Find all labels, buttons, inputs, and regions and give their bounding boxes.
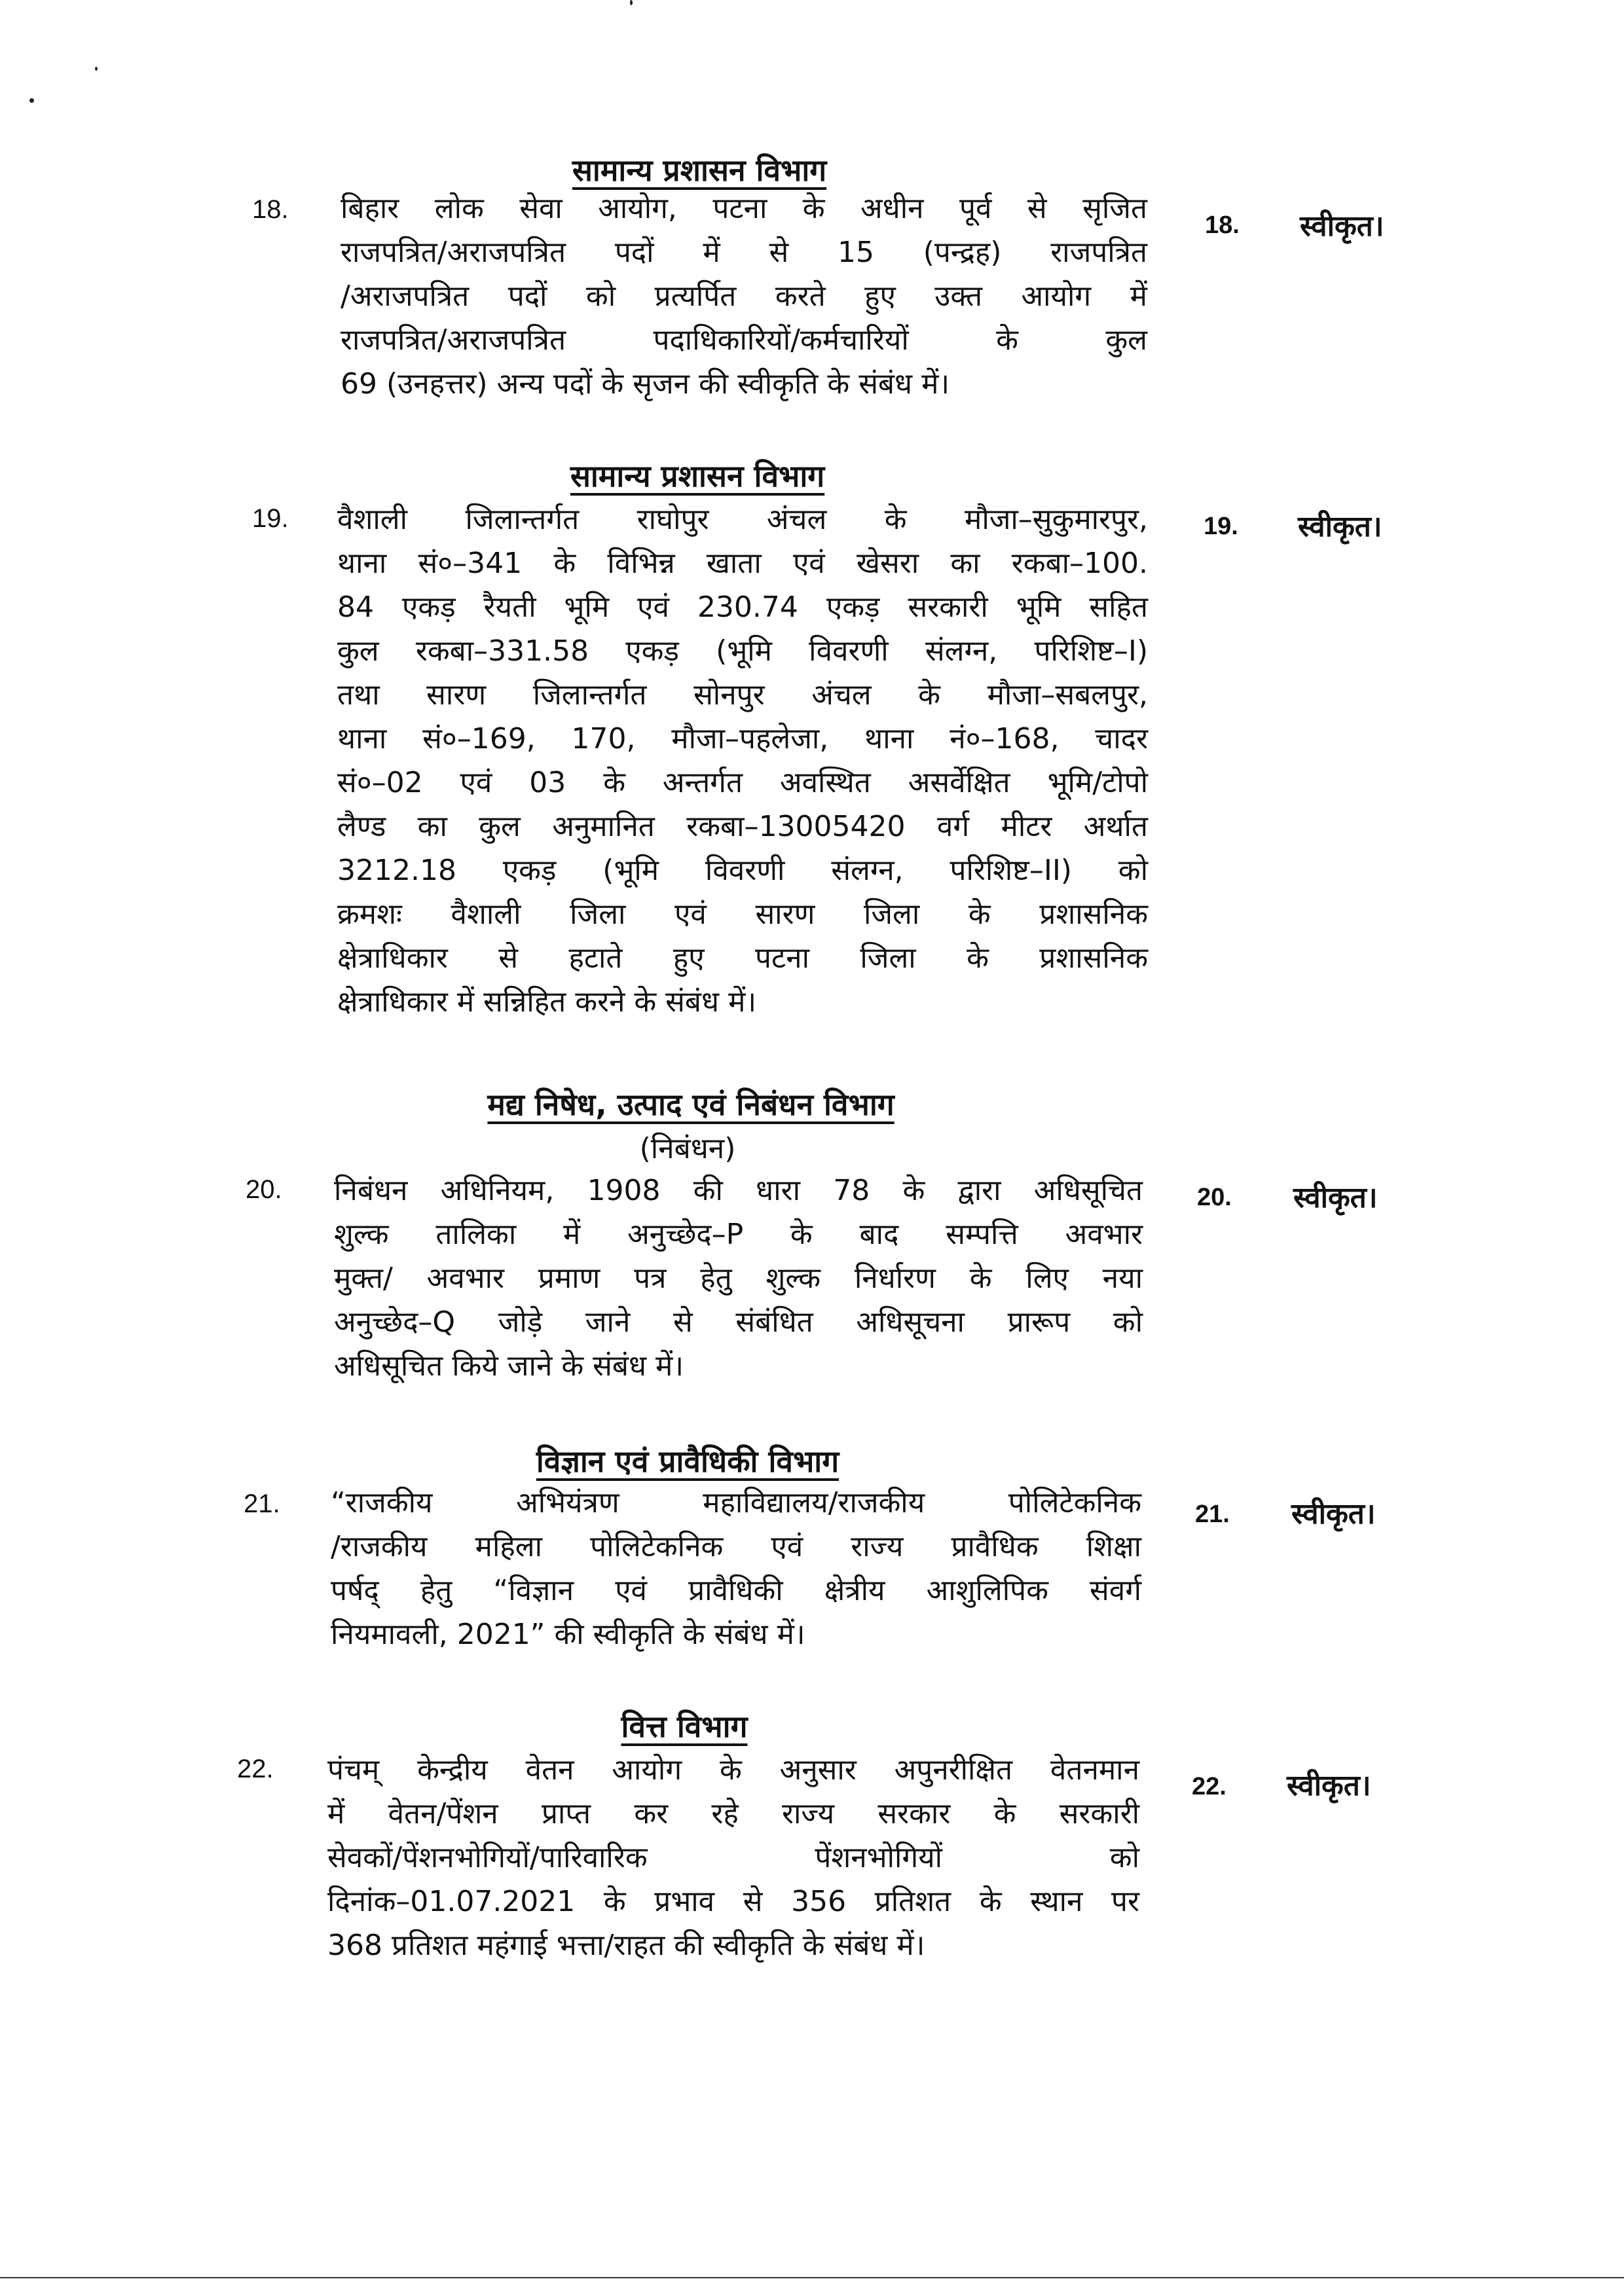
status-number: 21.	[1195, 1501, 1230, 1528]
item-number: 20.	[246, 1175, 282, 1204]
description-line: दिनांक–01.07.2021 के प्रभाव से 356 प्रतिशत के स्थान पर	[327, 1885, 1139, 1918]
description-line: लैण्ड का कुल अनुमानित रकबा–13005420 वर्ग मीटर अर्थात	[337, 810, 1148, 843]
status-number: 20.	[1197, 1184, 1232, 1211]
scan-speck	[29, 98, 34, 103]
department-heading: विज्ञान एवं प्रावैधिकी विभाग	[536, 1444, 840, 1479]
department-heading: वित्त विभाग	[621, 1709, 748, 1744]
description-line: नियमावली, 2021” की स्वीकृति के संबंध में।	[331, 1618, 805, 1651]
status-approved: स्वीकृत।	[1291, 1497, 1376, 1531]
scan-bottom-edge	[0, 2277, 1624, 2278]
item-description	[341, 187, 1147, 406]
status-number: 19.	[1204, 513, 1238, 540]
description-line: निबंधन अधिनियम, 1908 की धारा 78 के द्वारा अधिसूचित	[334, 1174, 1143, 1207]
description-line: क्रमशः वैशाली जिला एवं सारण जिला के प्रशासनिक	[337, 898, 1148, 931]
item-number: 18.	[252, 195, 289, 224]
department-heading: सामान्य प्रशासन विभाग	[570, 458, 825, 494]
department-heading: सामान्य प्रशासन विभाग	[572, 153, 827, 188]
status-approved: स्वीकृत।	[1298, 510, 1382, 543]
description-line: वैशाली जिलान्तर्गत राघोपुर अंचल के मौजा–सुकुमारपुर,	[337, 503, 1148, 536]
description-line: मुक्त/ अवभार प्रमाण पत्र हेतु शुल्क निर्धारण के लिए नया	[334, 1262, 1143, 1295]
item-description	[327, 1748, 1139, 1967]
item-description	[331, 1481, 1141, 1656]
description-line: थाना सं०–341 के विभिन्न खाता एवं खेसरा का रकबा–100.	[337, 547, 1148, 580]
description-line: क्षेत्राधिकार से हटाते हुए पटना जिला के प्रशासनिक	[337, 941, 1148, 975]
department-heading: मद्य निषेध, उत्पाद एवं निबंधन विभाग	[487, 1087, 895, 1122]
description-line: बिहार लोक सेवा आयोग, पटना के अधीन पूर्व से सृजित	[341, 192, 1147, 225]
description-line: 368 प्रतिशत महंगाई भत्ता/राहत की स्वीकृति के संबंध में।	[327, 1929, 925, 1962]
description-line: थाना सं०–169, 170, मौजा–पहलेजा, थाना नं०–168, चादर	[337, 722, 1148, 756]
item-description	[337, 498, 1148, 1024]
description-line: राजपत्रित/अराजपत्रित पदाधिकारियों/कर्मचारियों के कुल	[341, 323, 1147, 357]
sub-department-label: (निबंधन)	[639, 1132, 736, 1165]
description-line: 69 (उनहत्तर) अन्य पदों के सृजन की स्वीकृति के संबंध में।	[341, 367, 950, 401]
description-line: में वेतन/पेंशन प्राप्त कर रहे राज्य सरकार के सरकारी	[327, 1797, 1139, 1831]
status-approved: स्वीकृत।	[1287, 1769, 1371, 1802]
description-line: पर्षद् हेतु “विज्ञान एवं प्रावैधिकी क्षेत्रीय आशुलिपिक संवर्ग	[331, 1574, 1141, 1607]
item-number: 19.	[252, 504, 289, 533]
description-line: सेवकों/पेंशनभोगियों/पारिवारिक पेंशनभोगियों को	[327, 1841, 1139, 1874]
description-line: अधिसूचित किये जाने के संबंध में।	[334, 1349, 684, 1383]
description-line: क्षेत्राधिकार में सन्निहित करने के संबंध में।	[337, 985, 757, 1019]
description-line: तथा सारण जिलान्तर्गत सोनपुर अंचल के मौजा–सबलपुर,	[337, 678, 1148, 712]
status-number: 22.	[1192, 1773, 1227, 1800]
description-line: /राजकीय महिला पोलिटेकनिक एवं राज्य प्रावैधिक शिक्षा	[331, 1530, 1141, 1563]
description-line: 3212.18 एकड़ (भूमि विवरणी संलग्न, परिशिष्ट–II) को	[337, 854, 1148, 887]
status-number: 18.	[1205, 211, 1240, 239]
description-line: राजपत्रित/अराजपत्रित पदों में से 15 (पन्द्रह) राजपत्रित	[341, 236, 1147, 269]
description-line: कुल रकबा–331.58 एकड़ (भूमि विवरणी संलग्न, परिशिष्ट–I)	[337, 634, 1148, 668]
description-line: अनुच्छेद–Q जोड़े जाने से संबंधित अधिसूचना प्रारूप को	[334, 1305, 1143, 1339]
status-approved: स्वीकृत।	[1293, 1181, 1378, 1214]
description-line: “राजकीय अभियंत्रण महाविद्यालय/राजकीय पोलिटेकनिक	[331, 1486, 1141, 1520]
item-number: 22.	[237, 1755, 274, 1783]
scan-speck	[630, 0, 633, 5]
item-number: 21.	[244, 1489, 280, 1518]
description-line: सं०–02 एवं 03 के अन्तर्गत अवस्थित असर्वेक्षित भूमि/टोपो	[337, 766, 1148, 799]
item-description	[334, 1169, 1143, 1388]
description-line: पंचम् केन्द्रीय वेतन आयोग के अनुसार अपुनरीक्षित वेतनमान	[327, 1753, 1139, 1787]
status-approved: स्वीकृत।	[1300, 210, 1384, 243]
description-line: /अराजपत्रित पदों को प्रत्यर्पित करते हुए उक्त आयोग में	[341, 280, 1147, 313]
scan-speck	[95, 67, 98, 71]
description-line: शुल्क तालिका में अनुच्छेद–P के बाद सम्पत्ति अवभार	[334, 1218, 1143, 1251]
description-line: 84 एकड़ रैयती भूमि एवं 230.74 एकड़ सरकारी भूमि सहित	[337, 591, 1148, 624]
